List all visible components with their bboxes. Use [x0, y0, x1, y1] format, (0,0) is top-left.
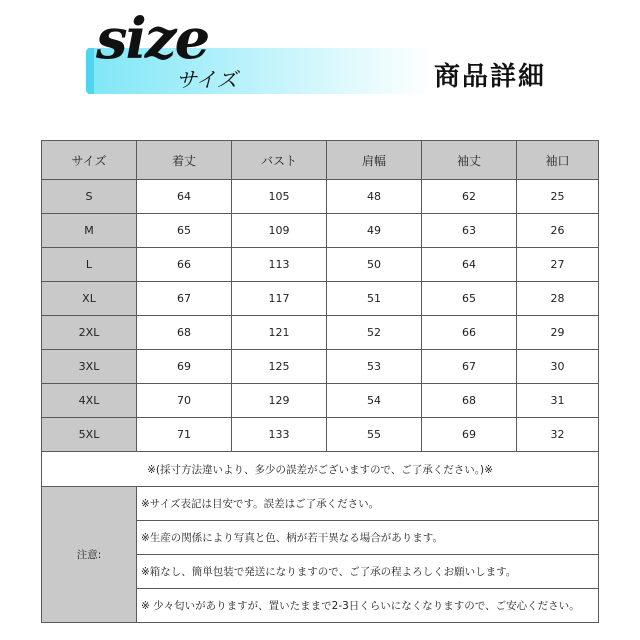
table-cell: 68	[422, 384, 517, 418]
table-row	[42, 248, 599, 282]
table-cell: 29	[517, 316, 599, 350]
table-cell: 31	[517, 384, 599, 418]
table-cell: 51	[327, 282, 422, 316]
table-row	[42, 282, 599, 316]
caution-label: 注意:	[42, 487, 137, 623]
column-header-cuff: 袖口	[517, 141, 599, 180]
table-cell: 63	[422, 214, 517, 248]
column-header-size: サイズ	[42, 141, 137, 180]
page-title: 商品詳細	[434, 62, 547, 92]
table-cell: 28	[517, 282, 599, 316]
table-cell: 66	[422, 316, 517, 350]
table-cell: 69	[422, 418, 517, 452]
table-cell: 133	[232, 418, 327, 452]
table-cell: 64	[422, 248, 517, 282]
table-cell: 32	[517, 418, 599, 452]
size-logo-kana: サイズ	[176, 68, 238, 92]
table-cell: 71	[137, 418, 232, 452]
column-header-sleeve: 袖丈	[422, 141, 517, 180]
table-cell: 64	[137, 180, 232, 214]
size-label: 4XL	[42, 384, 137, 418]
caution-item: ※サイズ表記は目安です。誤差はご了承ください。	[137, 487, 599, 521]
table-row	[42, 418, 599, 452]
table-cell: 67	[422, 350, 517, 384]
table-cell: 66	[137, 248, 232, 282]
table-cell: 125	[232, 350, 327, 384]
table-cell: 48	[327, 180, 422, 214]
table-cell: 70	[137, 384, 232, 418]
caution-item: ※生産の関係により写真と色、柄が若干異なる場合があります。	[137, 521, 599, 555]
size-label: S	[42, 180, 137, 214]
caution-item: ※箱なし、簡単包装で発送になりますので、ご了承の程よろしくお願いします。	[137, 555, 599, 589]
table-cell: 27	[517, 248, 599, 282]
table-row	[42, 214, 599, 248]
caution-item: ※ 少々匂いがありますが、置いたままで2-3日くらいになくなりますので、ご安心ください。	[137, 589, 599, 623]
table-cell: 67	[137, 282, 232, 316]
size-label: M	[42, 214, 137, 248]
column-header-shoulder: 肩幅	[327, 141, 422, 180]
table-row	[42, 350, 599, 384]
size-logo: size	[96, 6, 209, 72]
size-label: 5XL	[42, 418, 137, 452]
size-table	[41, 140, 599, 623]
table-cell: 55	[327, 418, 422, 452]
table-cell: 49	[327, 214, 422, 248]
measure-note-row	[42, 452, 599, 487]
table-cell: 50	[327, 248, 422, 282]
table-cell: 109	[232, 214, 327, 248]
table-cell: 113	[232, 248, 327, 282]
table-header-row	[42, 141, 599, 180]
table-row	[42, 316, 599, 350]
table-cell: 25	[517, 180, 599, 214]
table-cell: 65	[137, 214, 232, 248]
table-cell: 53	[327, 350, 422, 384]
header	[0, 0, 640, 130]
table-cell: 54	[327, 384, 422, 418]
caution-row	[42, 487, 599, 521]
measure-note: ※(採寸方法違いより、多少の誤差がございますので、ご了承ください。)※	[42, 452, 599, 487]
table-cell: 26	[517, 214, 599, 248]
size-label: XL	[42, 282, 137, 316]
size-label: 3XL	[42, 350, 137, 384]
table-cell: 68	[137, 316, 232, 350]
table-cell: 121	[232, 316, 327, 350]
table-cell: 69	[137, 350, 232, 384]
header-banner-edge	[86, 48, 94, 94]
size-label: 2XL	[42, 316, 137, 350]
table-cell: 117	[232, 282, 327, 316]
table-cell: 65	[422, 282, 517, 316]
table-cell: 105	[232, 180, 327, 214]
table-row	[42, 384, 599, 418]
table-cell: 30	[517, 350, 599, 384]
column-header-bust: バスト	[232, 141, 327, 180]
column-header-length: 着丈	[137, 141, 232, 180]
table-cell: 62	[422, 180, 517, 214]
table-cell: 52	[327, 316, 422, 350]
table-row	[42, 180, 599, 214]
size-label: L	[42, 248, 137, 282]
table-cell: 129	[232, 384, 327, 418]
